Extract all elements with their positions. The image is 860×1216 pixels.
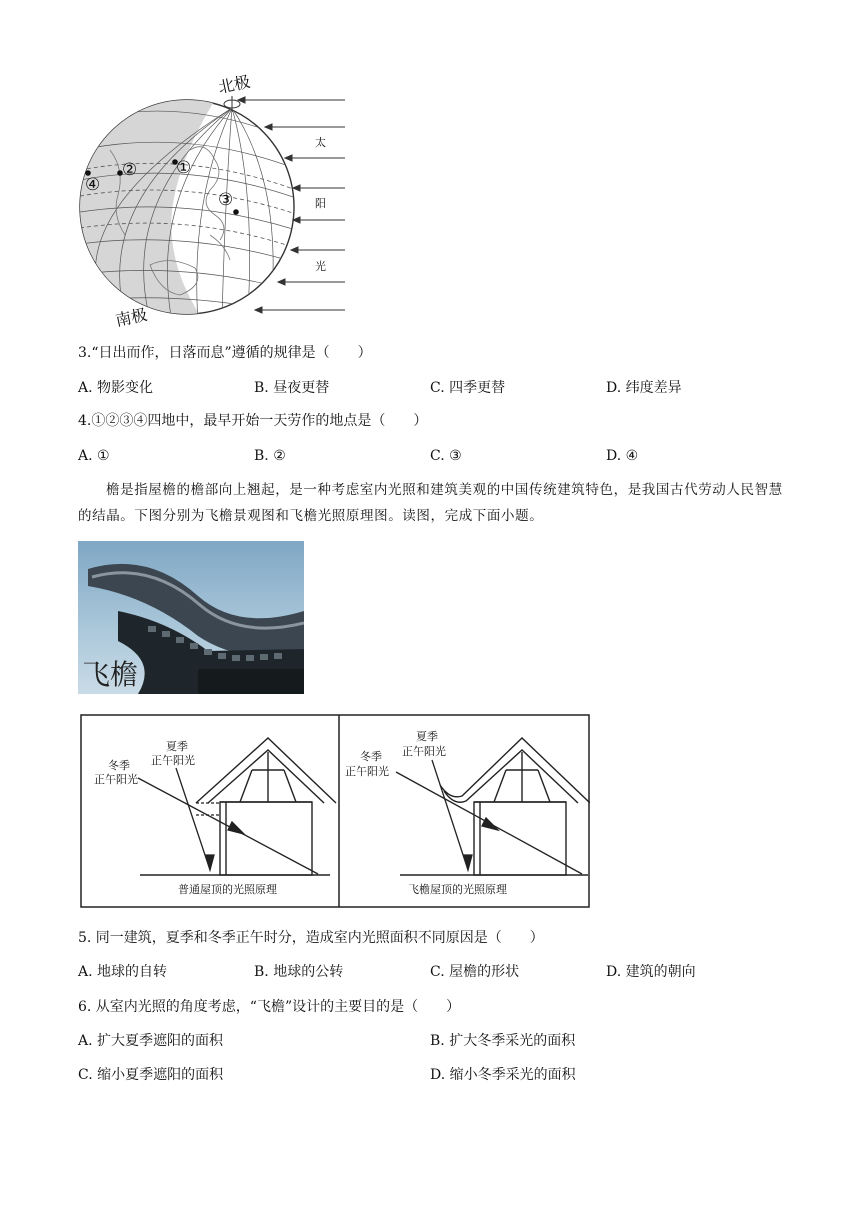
marker-1: ① xyxy=(176,158,192,178)
question-6-option-c[interactable]: C. 缩小夏季遮阳的面积 xyxy=(78,1067,224,1083)
left-winter-label-1: 冬季 xyxy=(108,759,130,772)
photo-caption: 飞檐 xyxy=(82,658,139,691)
eave-light-diagram xyxy=(80,714,590,908)
question-4-option-d[interactable]: D. ④ xyxy=(606,448,639,464)
question-5-option-a[interactable]: A. 地球的自转 xyxy=(78,964,168,980)
right-summer-label-2: 正午阳光 xyxy=(402,745,446,758)
marker-3: ③ xyxy=(218,190,234,210)
left-winter-label-2: 正午阳光 xyxy=(94,773,138,786)
marker-4: ④ xyxy=(85,175,101,195)
sunlight-label-3: 光 xyxy=(315,260,326,273)
question-3-option-b[interactable]: B. 昼夜更替 xyxy=(254,380,330,396)
point-3-dot xyxy=(233,209,239,215)
question-4-stem: 4.①②③④四地中，最早开始一天劳作的地点是（ ） xyxy=(78,413,428,429)
right-summer-label-1: 夏季 xyxy=(416,730,438,743)
left-diagram-caption: 普通屋顶的光照原理 xyxy=(178,883,277,896)
question-3-option-d[interactable]: D. 纬度差异 xyxy=(606,380,682,396)
question-6-option-a[interactable]: A. 扩大夏季遮阳的面积 xyxy=(78,1033,224,1049)
right-diagram-caption: 飞檐屋顶的光照原理 xyxy=(408,883,507,896)
left-summer-label-1: 夏季 xyxy=(166,740,188,753)
question-6-option-b[interactable]: B. 扩大冬季采光的面积 xyxy=(430,1033,576,1049)
question-3-option-c[interactable]: C. 四季更替 xyxy=(430,380,506,396)
north-pole-label: 北极 xyxy=(216,71,252,98)
question-4-option-a[interactable]: A. ① xyxy=(78,448,110,464)
sunlight-label-1: 太 xyxy=(315,136,326,149)
question-3-option-a[interactable]: A. 物影变化 xyxy=(78,380,154,396)
globe-figure xyxy=(75,68,355,330)
question-5-option-c[interactable]: C. 屋檐的形状 xyxy=(430,964,520,980)
question-6-option-d[interactable]: D. 缩小冬季采光的面积 xyxy=(430,1067,576,1083)
question-4-option-c[interactable]: C. ③ xyxy=(430,448,462,464)
flying-eave-photo xyxy=(78,541,304,694)
south-pole-label: 南极 xyxy=(113,304,149,331)
question-3-stem: 3.“日出而作，日落而息”遵循的规律是（ ） xyxy=(78,345,372,361)
right-winter-label-2: 正午阳光 xyxy=(345,765,389,778)
question-5-stem: 5. 同一建筑，夏季和冬季正午时分，造成室内光照面积不同原因是（ ） xyxy=(78,930,544,946)
marker-2: ② xyxy=(122,160,138,180)
passage-text: 檐是指屋檐的檐部向上翘起，是一种考虑室内光照和建筑美观的中国传统建筑特色，是我国古代劳动人民智慧的结晶。下图分别为飞檐景观图和飞檐光照原理图。读图，完成下面小题。 xyxy=(78,482,783,524)
left-summer-label-2: 正午阳光 xyxy=(151,754,195,767)
question-5-option-b[interactable]: B. 地球的公转 xyxy=(254,964,344,980)
question-4-option-b[interactable]: B. ② xyxy=(254,448,286,464)
right-winter-label-1: 冬季 xyxy=(360,750,382,763)
question-5-option-d[interactable]: D. 建筑的朝向 xyxy=(606,964,696,980)
question-6-stem: 6. 从室内光照的角度考虑，“飞檐”设计的主要目的是（ ） xyxy=(78,999,461,1015)
sunlight-label-2: 阳 xyxy=(315,197,326,210)
